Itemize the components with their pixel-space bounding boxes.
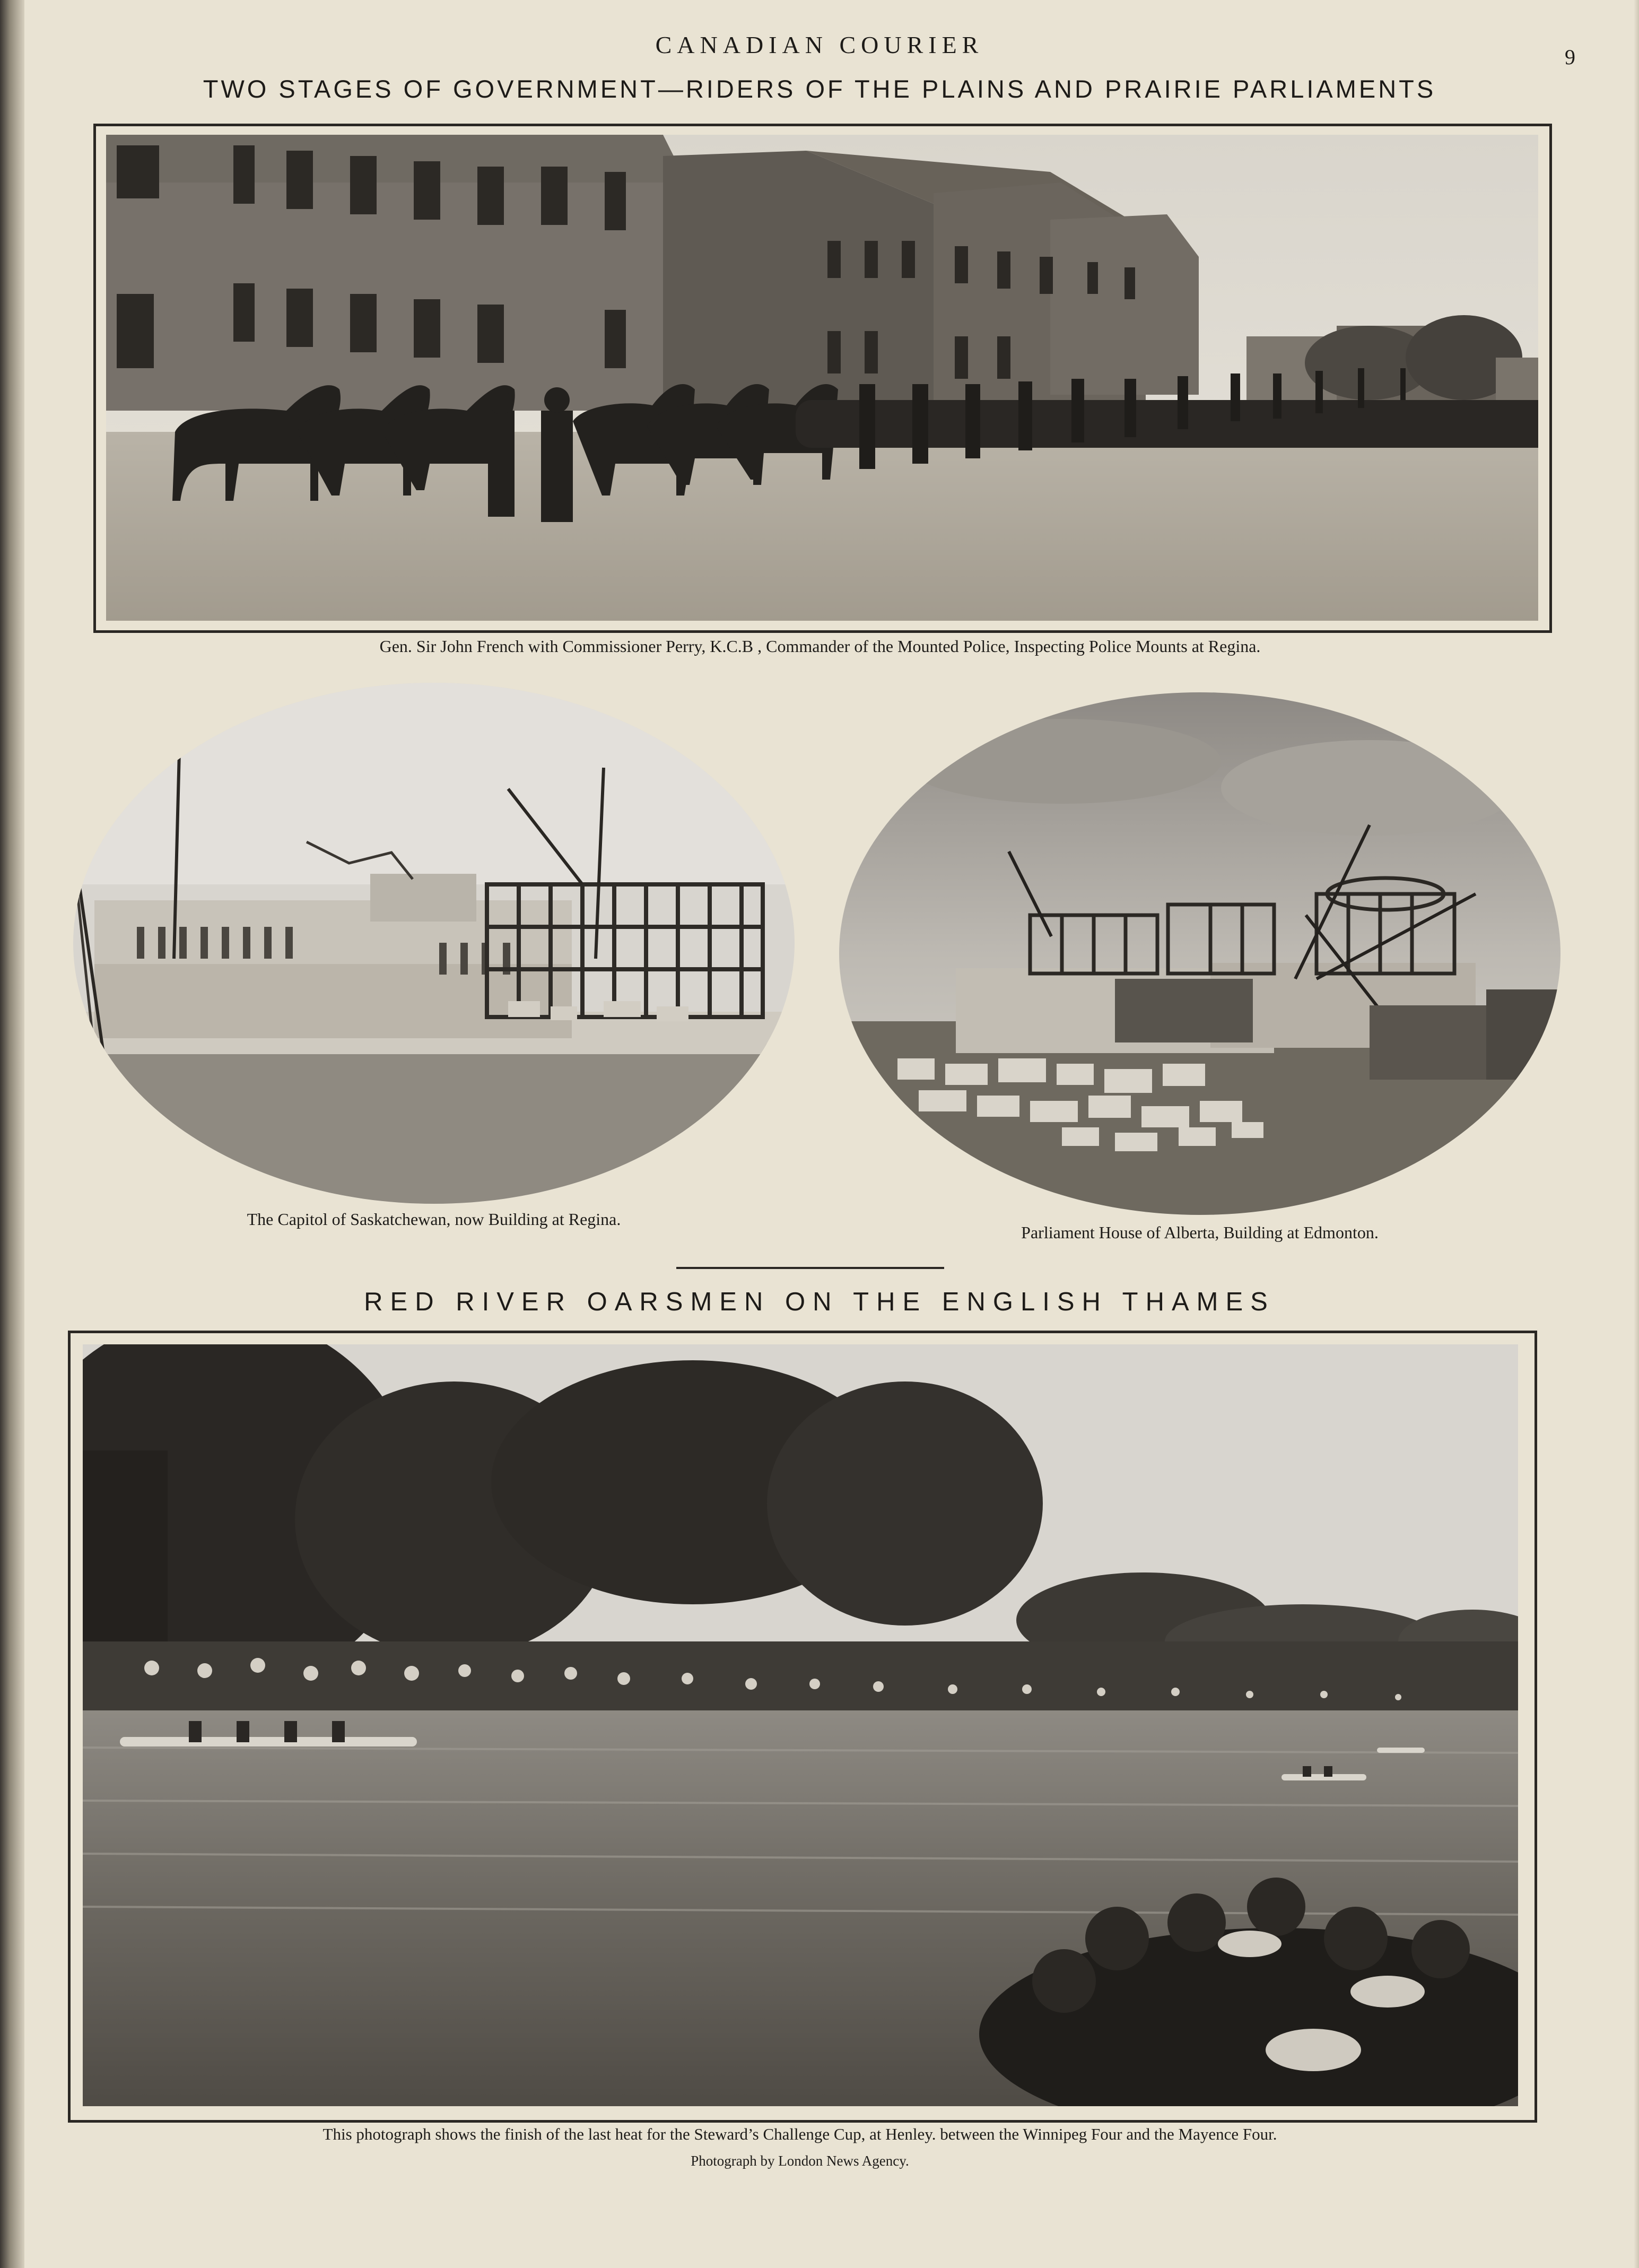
page-edge xyxy=(1634,0,1639,2268)
caption-saskatchewan-capitol: The Capitol of Saskatchewan, now Building at Regina. xyxy=(247,1210,621,1229)
photo-credit: Photograph by London News Agency. xyxy=(691,2153,909,2169)
photo-henley-finish xyxy=(83,1344,1518,2106)
photo-police-mounts xyxy=(106,135,1538,621)
section-title-oarsmen: RED RIVER OARSMEN ON THE ENGLISH THAMES xyxy=(364,1288,1275,1316)
publication-masthead: CANADIAN COURIER xyxy=(655,31,984,58)
caption-henley-finish: This photograph shows the finish of the last heat for the Steward’s Challenge Cup, at Henley. between the Winnipeg Four and the Mayence Four. xyxy=(322,2125,1277,2143)
photo-alberta-parliament xyxy=(839,692,1560,1215)
page-number: 9 xyxy=(1565,45,1575,69)
binding-spine xyxy=(0,0,24,2268)
photo-saskatchewan-capitol xyxy=(73,683,795,1204)
caption-police-mounts: Gen. Sir John French with Commissioner Perry, K.C.B , Commander of the Mounted Police, Inspecting Police Mounts at Regina. xyxy=(379,637,1261,656)
section-title-government: TWO STAGES OF GOVERNMENT—RIDERS OF THE PLAINS AND PRAIRIE PARLIAMENTS xyxy=(203,75,1436,103)
caption-alberta-parliament: Parliament House of Alberta, Building at Edmonton. xyxy=(1021,1223,1379,1242)
section-divider-rule xyxy=(676,1267,944,1269)
